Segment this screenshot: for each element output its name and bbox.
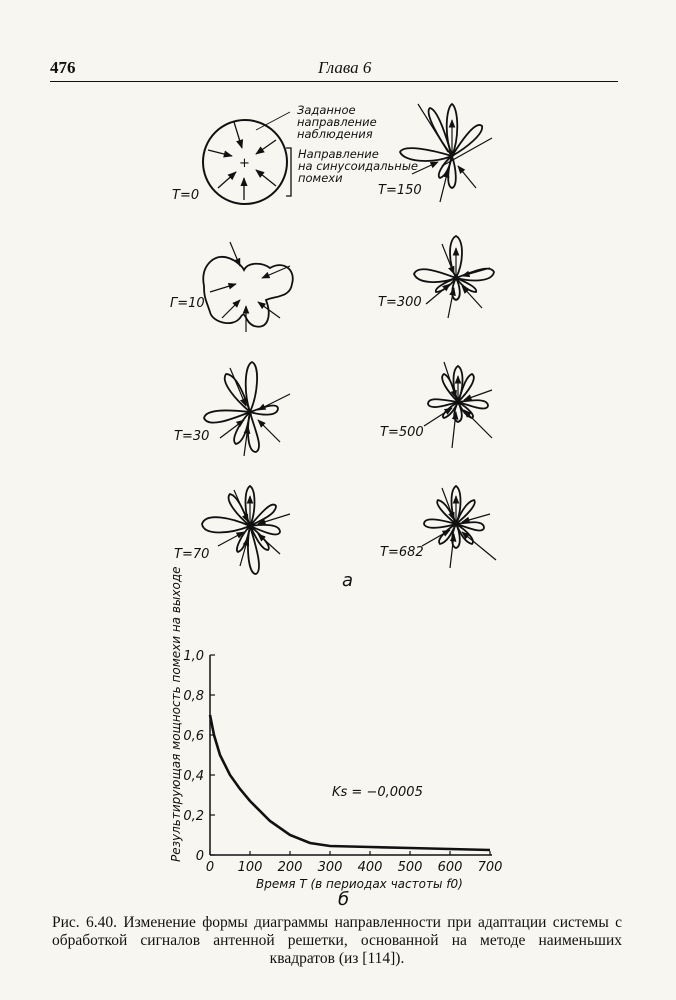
sublabel-b: б: [338, 889, 350, 910]
panel-label-t0: T=0: [172, 188, 200, 203]
y-tick-label: 0,4: [183, 769, 204, 784]
x-tick-label: 400: [357, 860, 383, 875]
series-line: [210, 715, 490, 850]
chapter-title: Глава 6: [318, 58, 372, 77]
y-tick-label: 0,8: [183, 689, 204, 704]
y-axis-title: Результирующая мощность помехи на выходе: [169, 566, 183, 862]
sublabel-a: а: [342, 570, 354, 591]
panel-t150: [378, 104, 492, 202]
annotation-desired-3: наблюдения: [297, 127, 373, 141]
panel-t30: [174, 362, 290, 456]
line-chart: [169, 566, 502, 910]
panel-t10: [170, 242, 293, 332]
panel-label-t30: T=30: [174, 429, 210, 444]
panel-t682: [380, 486, 496, 568]
annotation-desired-2: направление: [297, 115, 377, 129]
y-tick-label: 0,6: [183, 729, 204, 744]
panel-t70: [174, 486, 290, 574]
panel-label-t10: Г=10: [170, 296, 205, 311]
figure-caption: Рис. 6.40. Изменение формы диаграммы направленности при адаптации системы с обработкой сигналов антенной решетки, основанной на методе наименьших квадратов (из [114]).: [52, 914, 622, 967]
panel-label-t150: T=150: [378, 183, 422, 198]
panel-label-t300: T=300: [378, 295, 422, 310]
annotation-interference-1: Направление: [298, 147, 379, 161]
annotation-interference-2: на синусоидальные: [298, 159, 418, 173]
page-number: 476: [50, 58, 76, 77]
y-tick-label: 0,2: [183, 809, 204, 824]
panel-label-t682: T=682: [380, 545, 424, 560]
x-tick-label: 200: [277, 860, 303, 875]
panel-t300: [378, 236, 494, 318]
x-tick-label: 100: [237, 860, 263, 875]
y-tick-label: 1,0: [183, 649, 204, 664]
panel-t500: [380, 362, 492, 448]
annotation-interference-3: помехи: [298, 171, 343, 185]
y-tick-label: 0: [195, 849, 204, 864]
panel-label-t70: T=70: [174, 547, 210, 562]
panel-label-t500: T=500: [380, 425, 424, 440]
x-tick-label: 300: [317, 860, 343, 875]
x-tick-label: 700: [477, 860, 503, 875]
ks-label: Ks = −0,0005: [332, 785, 423, 800]
x-axis-title: Время T (в периодах частоты f0): [256, 877, 463, 891]
svg-text:+: +: [239, 156, 250, 171]
x-tick-label: 600: [437, 860, 463, 875]
x-tick-label: 500: [397, 860, 423, 875]
x-tick-label: 0: [205, 860, 215, 875]
annotation-desired-1: Заданное: [297, 103, 356, 117]
